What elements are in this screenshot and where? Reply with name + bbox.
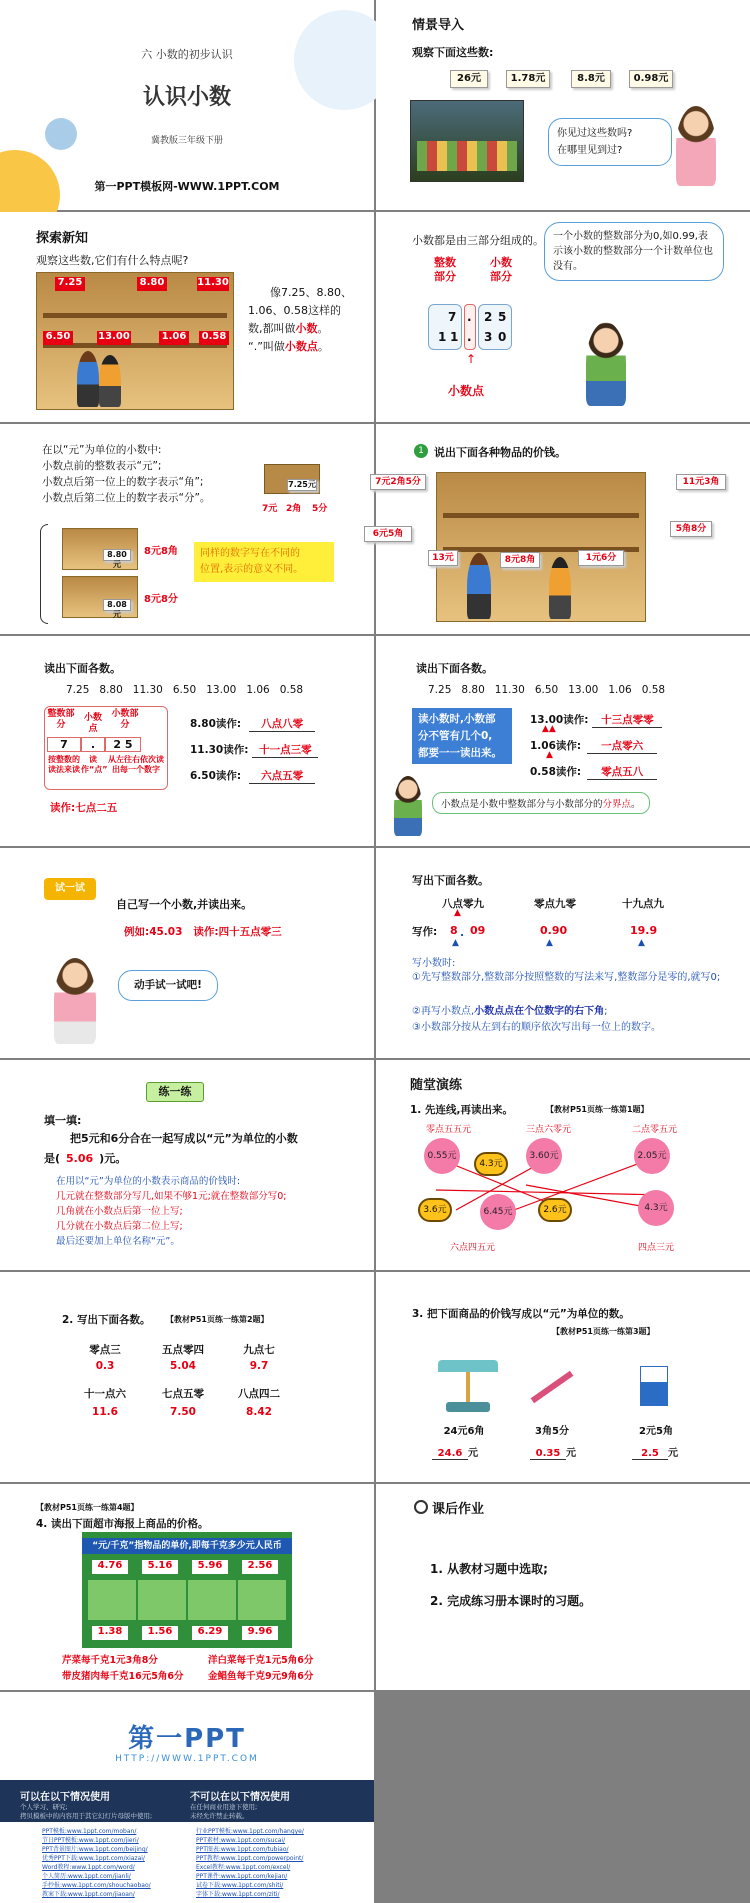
site-label: 第一PPT模板网-WWW.1PPT.COM (94, 180, 280, 193)
meaning-note (194, 542, 334, 582)
textbook-ref: 【教材P51页练一练第1题】 (546, 1105, 649, 1114)
logo: 第一PPT (128, 1724, 246, 1754)
reading-chart (44, 706, 168, 790)
up-arrow-icon: ↑ (466, 352, 477, 366)
link[interactable]: PPT教程:www.1ppt.com/powerpoint/ (196, 1855, 304, 1862)
word-number: 十一点六 (84, 1388, 126, 1400)
homework-item: 2. 完成练习册本课时的习题。 (430, 1594, 592, 1608)
prompt: 观察下面这些数: (412, 46, 494, 59)
digit: 1 (450, 330, 459, 344)
price-label: 24元6角 (443, 1426, 485, 1437)
match-label: 二点零五元 (632, 1125, 678, 1135)
term-divider: 分界点 (602, 799, 632, 810)
question: 2. 写出下面各数。 (62, 1314, 151, 1326)
price-tag: 5.96 (192, 1560, 228, 1574)
toy-image (62, 576, 138, 618)
price-reading: 带皮猪肉每千克16元5角6分 (62, 1671, 184, 1682)
rule-line: 在以“元”为单位的小数中: (42, 444, 162, 456)
usage-panel (0, 1780, 374, 1903)
price-label: 3角5分 (535, 1426, 569, 1437)
flower-card: 0.55元 (424, 1138, 460, 1174)
rules-heading: 写小数时: (412, 958, 456, 969)
instruction: 说出下面各种物品的价钱。 (434, 446, 566, 459)
explain-line: 在用以“元”为单位的小数表示商品的价钱时: (56, 1176, 241, 1187)
slide-explore (0, 212, 374, 422)
unit-fen: 5分 (312, 504, 328, 514)
link[interactable]: 优秀PPT下载:www.1ppt.com/xiazai/ (42, 1855, 145, 1862)
explanation (56, 1174, 287, 1249)
answer: 一点零六 (587, 738, 657, 754)
number-card: 8.8元 (571, 70, 611, 88)
answer: 0.3 (95, 1360, 115, 1372)
usage-item: 拷贝模板中的内容用于其它幻灯片母版中使用; (20, 1812, 153, 1820)
match-label: 三点六零元 (526, 1125, 572, 1135)
rule: ③小数部分按从左到右的顺序依次写出每一位上的数字。 (412, 1022, 661, 1033)
girl-illustration (676, 106, 716, 186)
price-tag: 7.25元 (288, 480, 316, 489)
question: 观察这些数,它们有什么特点呢? (36, 254, 189, 267)
link[interactable]: Excel教程:www.1ppt.com/excel/ (196, 1864, 291, 1871)
bee-card: 3.6元 (418, 1198, 452, 1222)
answer-row: 2.5 元 (632, 1444, 678, 1460)
instruction: 读出下面各数。 (416, 662, 493, 675)
answer-row: 11.30读作: 十一点三零 (190, 742, 318, 758)
slide-read-1 (0, 636, 374, 846)
match-label: 四点三元 (638, 1243, 675, 1253)
usage-item: 在任何商业用途下使用; (190, 1803, 258, 1811)
instruction: 写出下面各数。 (412, 874, 489, 887)
answer: 24.6 (432, 1448, 468, 1460)
note-bubble: 一个小数的整数部分为0,如0.99,表示该小数的整数部分一个计数单位也没有。 (544, 222, 724, 281)
slide-try (0, 848, 374, 1058)
price-label: 13元 (428, 550, 458, 566)
number-one-icon: 1 (414, 444, 428, 458)
answer: 十三点零零 (592, 712, 662, 728)
flower-card: 4.3元 (638, 1190, 674, 1226)
link[interactable]: PPT背景图片:www.1ppt.com/beijing/ (42, 1846, 148, 1853)
word-number: 五点零四 (162, 1344, 204, 1356)
price-tag: 6.50 (43, 331, 73, 345)
slide-convert (376, 1272, 750, 1482)
match-label: 零点五五元 (426, 1125, 472, 1135)
price-tag: 2.56 (242, 1560, 278, 1574)
bee-card: 2.6元 (538, 1198, 572, 1222)
child-illustration (99, 355, 121, 407)
question-line: 在哪里见到过? (557, 145, 623, 156)
digit: 7 (448, 310, 457, 324)
price-tag: 8.08元 (103, 599, 131, 611)
question: 是( 5.06 )元。 (44, 1152, 127, 1165)
number-list: 7.25 8.80 11.30 6.50 13.00 1.06 0.58 (428, 684, 666, 696)
price-tag: 6.29 (192, 1626, 228, 1640)
link[interactable]: 教案下载:www.1ppt.com/jiaoan/ (42, 1891, 135, 1898)
bee-card: 4.3元 (474, 1152, 508, 1176)
supermarket-poster (82, 1532, 292, 1648)
price-tag: 5.16 (142, 1560, 178, 1574)
link[interactable]: PPT图表:www.1ppt.com/tubiao/ (196, 1846, 289, 1853)
shop-scene (436, 472, 646, 622)
word-number: 九点七 (243, 1344, 275, 1356)
slide-poster (0, 1484, 374, 1690)
write-label: 写作: (412, 926, 438, 938)
price-label: 6元5角 (364, 526, 412, 542)
answer-row: 6.50读作: 六点五零 (190, 768, 315, 784)
explanation-line: “.”叫做小数点。 (248, 340, 329, 353)
lamp-image (432, 1360, 504, 1414)
header-decimal: 小数部分 (111, 709, 139, 730)
decimal-label: 小数部分 (490, 256, 512, 283)
answer: 十一点三零 (252, 742, 318, 758)
note-line: 同样的数字写在不同的 (200, 548, 300, 559)
answer: 2.5 (632, 1448, 668, 1460)
price-tag: 8.80 (137, 277, 167, 291)
fill-label: 填一填: (44, 1114, 82, 1127)
textbook-ref: 【教材P51页练一练第2题】 (166, 1315, 269, 1324)
match-label: 六点四五元 (450, 1243, 496, 1253)
price-reading: 8元8分 (144, 594, 178, 605)
link[interactable]: 手抄报:www.1ppt.com/shouchaobao/ (42, 1882, 151, 1889)
explanation-line: 数,都叫做小数。 (248, 322, 329, 335)
price-tag: 4.76 (92, 1560, 128, 1574)
digit: 5 (498, 310, 507, 324)
child-illustration (549, 557, 571, 619)
try-badge: 试一试 (44, 878, 96, 900)
market-photo (410, 100, 524, 182)
link[interactable]: PPT素材:www.1ppt.com/sucai/ (196, 1837, 286, 1844)
answer: 0.90 (540, 924, 568, 937)
child-illustration (77, 351, 99, 407)
decimal-point: . (460, 926, 465, 939)
digit: 0 (498, 330, 507, 344)
word-number: 八点零九 (442, 898, 484, 910)
reading-note (412, 708, 512, 764)
up-arrow-icon: ▲ (452, 938, 459, 948)
answer: 5.06 (66, 1152, 94, 1165)
digit: 3 (484, 330, 493, 344)
number-list: 7.25 8.80 11.30 6.50 13.00 1.06 0.58 (66, 684, 304, 696)
answer: 8.42 (246, 1406, 272, 1418)
answer-row: 1.06读作: 一点零六 (530, 738, 657, 754)
explain-line: 几元就在整数部分写几,如果不够1元;就在整数部分写0; (56, 1191, 287, 1202)
question-bubble (548, 118, 672, 166)
digit: 2 (484, 310, 493, 324)
price-label: 11元3角 (676, 474, 726, 490)
girl-illustration (54, 958, 96, 1044)
rule: 从左往右依次读出每一个数字 (108, 755, 164, 774)
up-arrow-icon: ▲ (546, 938, 553, 948)
term-point: 小数点 (284, 340, 318, 353)
answer: 八点八零 (249, 716, 315, 732)
intro: 小数都是由三部分组成的。 (412, 234, 544, 247)
logo-url: HTTP://WWW.1PPT.COM (115, 1754, 259, 1764)
integer-label: 整数部分 (434, 256, 456, 283)
homework-item: 1. 从教材习题中选取; (430, 1562, 548, 1576)
note-line: 都要一一读出来。 (418, 747, 502, 759)
explain-line: 最后还要加上单位名称“元”。 (56, 1236, 180, 1247)
answer: 11.6 (92, 1406, 118, 1418)
number-card: 26元 (450, 70, 488, 88)
price-tag: 1.06 (159, 331, 189, 345)
question: 3. 把下面商品的价钱写成以“元”为单位的数。 (412, 1308, 630, 1320)
header-point: 小数点 (83, 713, 102, 734)
flower-card: 3.60元 (526, 1138, 562, 1174)
cell: 2 5 (105, 737, 141, 752)
explain-line: 几分就在小数点后第二位上写; (56, 1221, 183, 1232)
link[interactable]: 试卷下载:www.1ppt.com/shiti/ (196, 1882, 284, 1889)
flower-card: 2.05元 (634, 1138, 670, 1174)
heading: 探索新知 (36, 231, 89, 246)
shop-scene (36, 272, 234, 410)
digit: 1 (438, 330, 447, 344)
price-tag: 1.56 (142, 1626, 178, 1640)
price-tag: 13.00 (97, 331, 131, 345)
word-number: 八点四二 (238, 1388, 280, 1400)
price-tag: 11.30 (197, 277, 229, 291)
question: 4. 读出下面超市海报上商品的价格。 (36, 1518, 209, 1530)
heading: 情景导入 (412, 18, 465, 33)
price-tag: 1.38 (92, 1626, 128, 1640)
up-arrow-icon: ▲▲ (542, 724, 556, 734)
link[interactable]: Word教程:www.1ppt.com/word/ (42, 1864, 135, 1871)
textbook-ref: 【教材P51页练一练第3题】 (552, 1327, 655, 1336)
practice-badge: 练一练 (146, 1082, 204, 1102)
textbook-ref: 【教材P51页练一练第4题】 (36, 1503, 139, 1512)
heading: 随堂演练 (410, 1078, 463, 1093)
rule: 按整数的读法来读 (48, 755, 80, 774)
slide-match (376, 1060, 750, 1270)
link[interactable]: 节日PPT模板:www.1ppt.com/jieri/ (42, 1837, 139, 1844)
word-number: 七点五零 (162, 1388, 204, 1400)
note-line: 读小数时,小数部 (418, 713, 496, 725)
rule-line: 小数点前的整数表示“元”; (42, 460, 162, 472)
tip-box: 小数点是小数中整数部分与小数部分的分界点。 (432, 792, 650, 814)
unit-jiao: 2角 (286, 504, 302, 514)
usage-heading: 不可以在以下情况使用 (190, 1792, 290, 1803)
answer: 六点五零 (249, 768, 315, 784)
answer-row: 8.80读作: 八点八零 (190, 716, 315, 732)
up-arrow-icon: ▲ (546, 750, 553, 760)
answer-row: 0.58读作: 零点五八 (530, 764, 657, 780)
question: 1. 先连线,再读出来。 (410, 1104, 513, 1116)
pin-icon (414, 1500, 428, 1514)
price-tag: 9.96 (242, 1626, 278, 1640)
up-arrow-icon: ▲ (638, 938, 645, 948)
number-card: 0.98元 (629, 70, 673, 88)
point-label: 小数点 (448, 384, 485, 398)
explain-line: 几角就在小数点后第一位上写; (56, 1206, 183, 1217)
answer: 9.7 (249, 1360, 269, 1372)
slide-copyright (0, 1692, 374, 1903)
slide-write-2 (0, 1272, 374, 1482)
answer: 09 (470, 924, 486, 937)
price-reading: 金鲳鱼每千克9元9角6分 (208, 1671, 314, 1682)
slide-parts (376, 212, 750, 422)
answer-row: 24.6 元 (432, 1444, 478, 1460)
rule: 读作“点” (81, 755, 108, 774)
rule: ②再写小数点,小数点点在个位数字的右下角; (412, 1006, 608, 1017)
question-line: 你见过这些数吗? (557, 128, 633, 139)
answer: 零点五八 (587, 764, 657, 780)
subtitle: 冀教版三年级下册 (150, 136, 223, 146)
toy-image (62, 528, 138, 570)
slide-homework (376, 1484, 750, 1690)
link[interactable]: PPT模板:www.1ppt.com/moban/ (42, 1828, 137, 1835)
price-label: 5角8分 (670, 521, 712, 537)
link[interactable]: 字体下载:www.1ppt.com/ziti/ (196, 1891, 280, 1898)
task: 自己写一个小数,并读出来。 (116, 898, 253, 911)
word-number: 零点三 (89, 1344, 121, 1356)
answer-row: 0.35 元 (530, 1444, 576, 1460)
price-label: 2元5角 (639, 1426, 673, 1437)
slide-practice (0, 1060, 374, 1270)
slide-prices (372, 424, 750, 634)
link[interactable]: PPT课件:www.1ppt.com/kejian/ (196, 1873, 288, 1880)
slide-title (0, 0, 374, 210)
boy-illustration (586, 322, 626, 406)
milk-image (640, 1366, 668, 1406)
explanation-line: 像7.25、8.80、 (270, 286, 352, 299)
chapter-label: 六 小数的初步认识 (141, 48, 233, 61)
term-decimal: 小数 (295, 322, 318, 335)
word-number: 零点九零 (534, 898, 576, 910)
note-line: 分不管有几个0, (418, 730, 493, 742)
answer: 19.9 (630, 924, 658, 937)
explanation-line: 1.06、0.58这样的 (248, 304, 341, 317)
price-reading: 芹菜每千克1元3角8分 (62, 1655, 158, 1666)
price-tag: 8.80元 (103, 549, 131, 561)
instruction: 读出下面各数。 (44, 662, 121, 675)
explanation (248, 284, 352, 356)
usage-item: 未经允许禁止转载。 (190, 1812, 249, 1820)
heading: 课后作业 (432, 1502, 485, 1517)
flower-card: 6.45元 (480, 1194, 516, 1230)
price-tag: 0.58 (199, 331, 229, 345)
slide-read-2 (376, 636, 750, 846)
boy-illustration (394, 776, 422, 836)
unit-rules (42, 442, 210, 506)
pencil-image (531, 1371, 574, 1403)
child-illustration (467, 553, 491, 619)
digit: . (467, 310, 472, 324)
answer: 0.35 (530, 1448, 566, 1460)
example: 例如:45.03 读作:四十五点零三 (124, 926, 282, 938)
link[interactable]: 个人简历:www.1ppt.com/jianli/ (42, 1873, 131, 1880)
slide-units (0, 424, 374, 634)
header-integer: 整数部分 (47, 709, 75, 730)
rule-line: 小数点后第二位上的数字表示“分”。 (42, 492, 211, 504)
note-line: 位置,表示的意义不同。 (200, 564, 304, 575)
rule-line: 小数点后第一位上的数字表示“角”; (42, 476, 204, 488)
link[interactable]: 行业PPT模板:www.1ppt.com/hangye/ (196, 1828, 304, 1835)
toy-bear (264, 464, 320, 494)
usage-heading: 可以在以下情况使用 (20, 1792, 110, 1803)
example-reading: 读作:七点二五 (50, 802, 118, 814)
rule: ①先写整数部分,整数部分按照整数的写法来写,整数部分是零的,就写0; (412, 972, 721, 983)
slide-intro (376, 0, 750, 210)
digit: . (467, 330, 472, 344)
up-arrow-icon: ▲ (454, 908, 461, 918)
unit-yuan: 7元 (262, 504, 278, 514)
cell: . (81, 737, 105, 752)
answer: 5.04 (170, 1360, 196, 1372)
price-reading: 洋白菜每千克1元5角6分 (208, 1655, 314, 1666)
price-tag: 7.25 (55, 277, 85, 291)
price-label: 7元2角5分 (370, 474, 426, 490)
slide-write (376, 848, 750, 1058)
question: 把5元和6分合在一起写成以“元”为单位的小数 (70, 1132, 298, 1145)
brace (40, 524, 48, 624)
price-label: 8元8角 (500, 552, 540, 568)
price-reading: 8元8角 (144, 546, 178, 557)
answer: 8 (450, 924, 458, 937)
poster-banner: “元/千克”指物品的单价,即每千克多少元人民币 (82, 1538, 292, 1554)
word-number: 十九点九 (622, 898, 664, 910)
answer: 7.50 (170, 1406, 196, 1418)
usage-item: 个人学习、研究; (20, 1803, 68, 1811)
cell: 7 (47, 737, 81, 752)
price-label: 1元6分 (578, 550, 624, 566)
answer-row: 13.00读作: 十三点零零 (530, 712, 662, 728)
number-card: 1.78元 (506, 70, 550, 88)
encourage-bubble: 动手试一试吧! (118, 970, 218, 1001)
slide-title-text: 认识小数 (142, 85, 231, 110)
